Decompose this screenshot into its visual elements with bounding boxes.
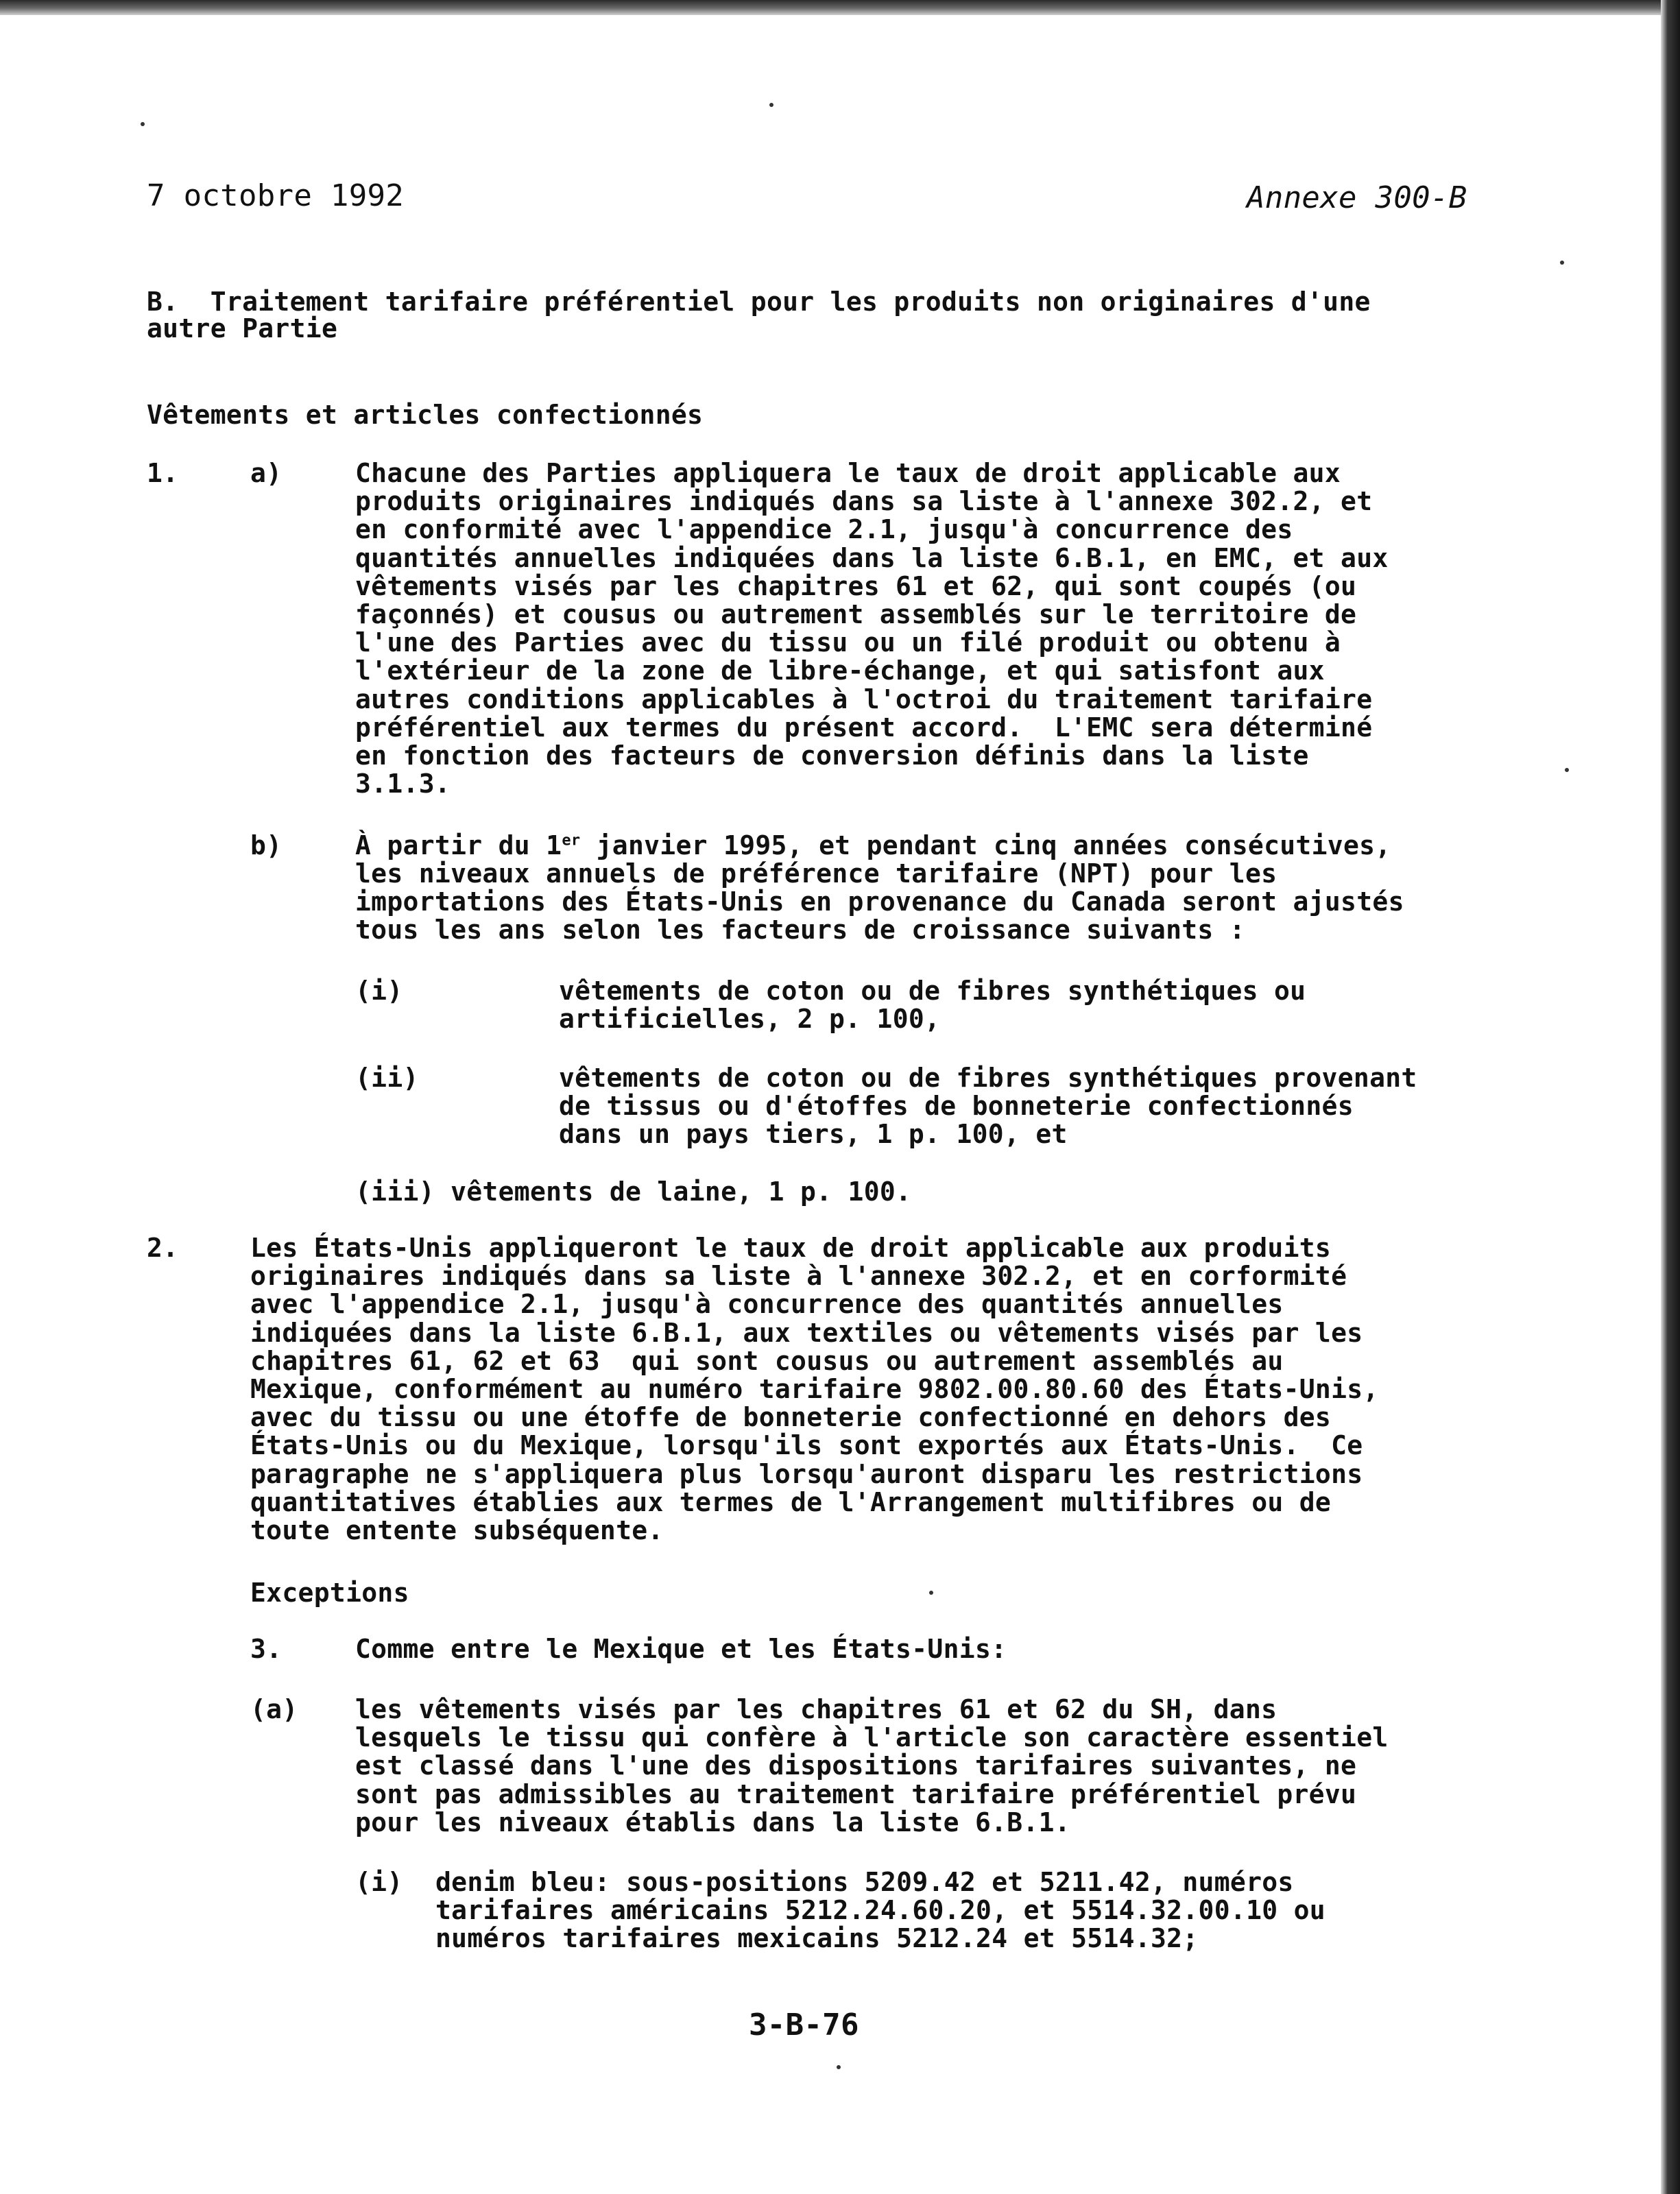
para1-ii-label: (ii) (355, 1063, 419, 1093)
scan-speck (1560, 261, 1564, 265)
document-date: 7 octobre 1992 (147, 178, 405, 213)
para1-b-text-rest: les niveaux annuels de préférence tarifaire (NPT) pour les importations des États-Unis en provenance du Canada seront ajustés tous les ans selon les facteurs de croissance suivants : (355, 858, 1404, 945)
scan-speck (769, 103, 773, 107)
para1-b-label: b) (250, 830, 283, 860)
annex-label: Annexe 300-B (1247, 180, 1467, 215)
scan-speck (929, 1591, 933, 1595)
para3-a-label: (a) (250, 1694, 298, 1724)
scan-speck (1565, 768, 1569, 772)
para1-b-post: janvier 1995, et pendant cinq années consécutives, (580, 830, 1391, 860)
section-title-line2: autre Partie (147, 313, 338, 343)
para3-a-text: les vêtements visés par les chapitres 61 et 62 du SH, dans lesquels le tissu qui confère à l'article son caractère essentiel est classé dans l'une des dispositions tarifaires suivantes, ne sont pas admissibles au traitement tarifaire préférentiel prévu pour les niveaux établis dans la liste 6.B.1. (355, 1694, 1389, 1837)
scan-edge-top (0, 0, 1680, 15)
para1-b-text-first (355, 832, 1391, 860)
para3-text: Comme entre le Mexique et les États-Unis: (355, 1634, 1007, 1664)
para3-i-text: denim bleu: sous-positions 5209.42 et 5211.42, numéros tarifaires américains 5212.24.60.20, et 5514.32.00.10 ou numéros tarifaires mexicains 5212.24 et 5514.32; (435, 1867, 1325, 1954)
para1-b-pre: À partir du 1 (355, 830, 562, 860)
para1-i-text: vêtements de coton ou de fibres synthétiques ou artificielles, 2 p. 100, (559, 976, 1306, 1035)
para2-number: 2. (147, 1233, 179, 1263)
scan-speck (141, 122, 145, 126)
para1-i-label: (i) (355, 976, 403, 1006)
para3-i-label: (i) (355, 1867, 403, 1897)
section-title-line1: B. Traitement tarifaire préférentiel pour les produits non originaires d'une (147, 287, 1371, 317)
exceptions-heading: Exceptions (250, 1578, 409, 1608)
para1-iii-line: (iii) vêtements de laine, 1 p. 100. (355, 1177, 912, 1207)
para1-ii-text: vêtements de coton ou de fibres synthétiques provenant de tissus ou d'étoffes de bonneterie confectionnés dans un pays tiers, 1 p. 100, et (559, 1063, 1417, 1150)
page-number: 3-B-76 (749, 2008, 859, 2042)
subheading: Vêtements et articles confectionnés (147, 400, 704, 430)
para1-a-text: Chacune des Parties appliquera le taux de droit applicable aux produits originaires indiqués dans sa liste à l'annexe 302.2, et en conformité avec l'appendice 2.1, jusqu'à concurrence des quantités annuelles indiquées dans la liste 6.B.1, en EMC, et aux vêtements visés par les chapitres 61 et 62, qui sont coupés (ou façonnés) et cousus ou autrement assemblés sur le territoire de l'une des Parties avec du tissu ou un filé produit ou obtenu à l'extérieur de la zone de libre-échange, et qui satisfont aux autres conditions applicables à l'octroi du traitement tarifaire préférentiel aux termes du présent accord. L'EMC sera déterminé en fonction des facteurs de conversion définis dans la liste 3.1.3. (355, 458, 1389, 799)
para1-b-sup: er (562, 832, 581, 849)
scan-speck (837, 2065, 841, 2069)
scan-edge-right (1661, 0, 1680, 2194)
para3-number: 3. (250, 1634, 283, 1664)
para1-number: 1. (147, 458, 179, 488)
para1-a-label: a) (250, 458, 283, 488)
para2-text: Les États-Unis appliqueront le taux de droit applicable aux produits originaires indiqués dans sa liste à l'annexe 302.2, et en corformité avec l'appendice 2.1, jusqu'à concurrence des quantités annuelles indiquées dans la liste 6.B.1, aux textiles ou vêtements visés par les chapitres 61, 62 et 63 qui sont cousus ou autrement assemblés au Mexique, conformément au numéro tarifaire 9802.00.80.60 des États-Unis, avec du tissu ou une étoffe de bonneterie confectionné en dehors des États-Unis ou du Mexique, lorsqu'ils sont exportés aux États-Unis. Ce paragraphe ne s'appliquera plus lorsqu'auront disparu les restrictions quantitatives établies aux termes de l'Arrangement multifibres ou de toute entente subséquente. (250, 1233, 1379, 1546)
